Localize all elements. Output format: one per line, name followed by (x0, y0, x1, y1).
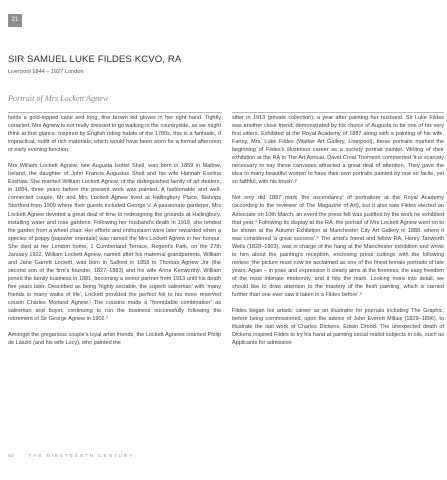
right-text-column (232, 114, 444, 355)
painting-caption: Portrait of Mrs Lockett Agnew (8, 94, 109, 103)
right-paragraph-2: Not only did 1887 mark 'the ascendancy' of portraiture at the Royal Academy (according to the reviewer of The Magazine of Art), but it also saw Fildes elected an Associate on 10th March, an event the press felt was justified by the work he exhibited that year.⁴ Following its display at the RA, the portrait of Mrs Lockett Agnew went on to be shown at the Autumn Exhibition at Manchester City Art Gallery in 1888, where it was considered 'a great success'.⁵ The artist's friend and fellow RA, Henry Tanworth Wells (1828–1903), was in charge of the hang at the Manchester exhibition and wrote to him about the painting's reception, enclosing press cuttings with the following review: 'the picture must now be acclaimed as one of the finest female portraits of late years. Again – in pose and expression it clearly aims at the fineness, the easy freedom of the most intimate modernity, and it hits the mark. Looking more into detail, we should like to draw attention to the mastery of the flesh painting, which is carried further than one ever saw it taken in a Fildes before'.⁶ (232, 195, 444, 298)
footer-section-label: THE NINETEENTH CENTURY (28, 454, 134, 459)
artist-dates: Liverpool 1844 – 1927 London (8, 69, 84, 75)
left-paragraph-2: Mrs William Lockett Agnew, née Augusta Isobel Sheil, was born in 1859 in Mallow, Ireland, the daughter of John Francis Augustus Sheil and his wife Hannah Evelina Exshaw. She married William Lockett Agnew, of the distinguished family of art dealers, in 1884, three years before the present work was painted. A fashionable and well-connected couple, Mr and Mrs Lockett Agnew lived at Hallingbury Place, Bishops Stortford from 1909 where their guests included George V. A passionate gardener, Mrs Lockett Agnew devoted a great deal of time to redesigning the grounds at Hallingbury, installing water and rose gardens. Following her husband's death in 1918, she tended the garden from a wheel chair. Her efforts and enthusiasm were later rewarded when a species of poppy (papaver orientale) was named the Mrs Lockett Agnew in her honour. She died at her London home, 1 Cumberland Terrace, Regent's Park, on the 27th January 1922. William Lockett Agnew, named after his maternal grandparents, William and Jane Garrett Lockett, was born in Salford in 1858 to Thomas Agnew Jnr (the second son of the firm's founder, 1827–1883) and his wife Anne Kenworthy. William joined the family business in 1881, becoming a senior partner from 1913 until his death five years later. Described as being 'highly sociable, the superb salesman' with 'many friends in many walks of life', Lockett provided the perfect foil to his more reserved cousin Charles Morland Agnew.¹ The cousins made a "formidable combination" as salesman and buyer, continuing to run the business successfully following the retirement of Sir George Agnew in 1902.² (8, 163, 221, 323)
right-paragraph-3: Fildes began his artistic career as an illustrator for journals including The Graphic, before being commissioned, upon the advice of John Everett Millais (1829–1896), to illustrate the last work of Charles Dickens, Edwin Drood. The unexpected death of Dickens inspired Fildes to try his hand at painting social realist subjects in oils, such as Applicants for admission (232, 308, 444, 347)
left-paragraph-3: Amongst the gregarious couple's loyal artist friends, the Lockett Agnews counted Philip de László (and his wife Lucy), who painted the (8, 332, 221, 347)
left-text-column (8, 114, 221, 355)
left-column-divider (8, 112, 222, 113)
right-column-divider (232, 112, 444, 113)
footer-page-number: 92 (8, 454, 15, 459)
artist-title: SIR SAMUEL LUKE FILDES KCVO, RA (8, 54, 182, 65)
right-paragraph-1: sitter in 1913 (private collection), a year after painting her husband. Sir Luke Fildes was another close friend, demonstrated by his choice of Augusta to be one of his very first sitters. Exhibited at the Royal Academy of 1887 along with a painting of his wife, Fanny, Mrs. Luke Fildes (Walker Art Gallery, Liverpool), these portraits marked the beginning of Fildes's illustrious career as a society portrait painter. Writing of their exhibition at the RA in The Art Annual, David Croal Thomson commented 'it is scarcely necessary to say these canvases attracted a great deal of attention. They gave the idea to many beautiful women to have their own portraits painted by one so facile, yet so faithful, with his brush'.³ (232, 115, 444, 186)
page-number-badge: 21 (8, 14, 22, 27)
page-footer (8, 454, 134, 459)
left-paragraph-1: holds a gold-topped cane and long, fine brown kid gloves in her right hand. Tightly corseted, Mrs Agnew is not really dressed to go walking in the countryside, as we might think at first glance. Inspired by English riding habits of the 1780s, this is a fantastic, if impractical, outfit of rich materials, which would have been worn for a formal afternoon or early evening function. (8, 115, 221, 154)
